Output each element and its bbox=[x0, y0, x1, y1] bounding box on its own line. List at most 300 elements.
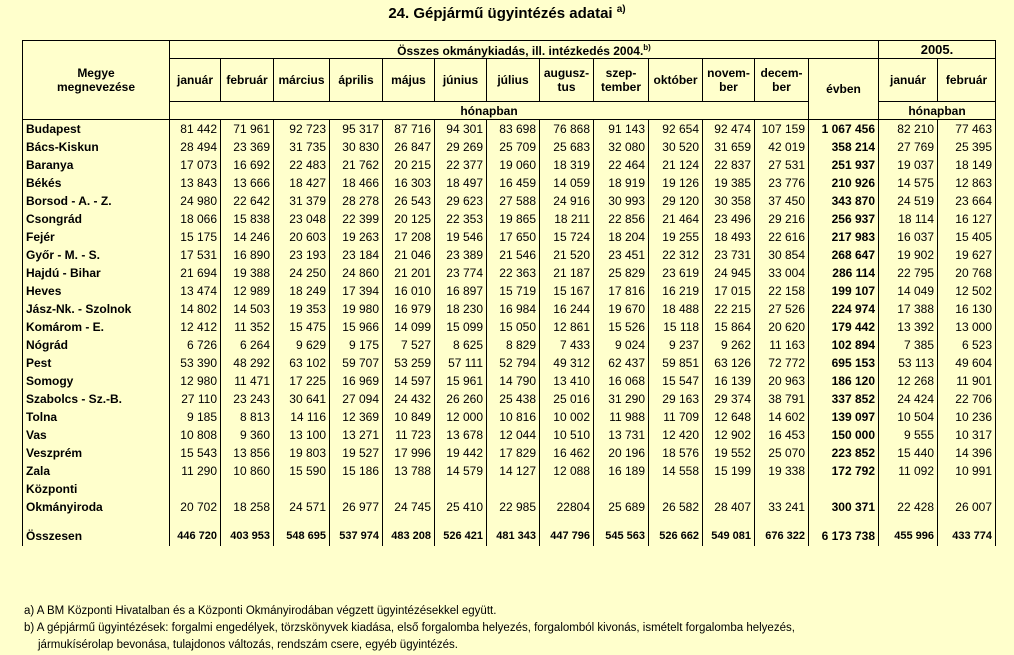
value-cell-2005: 15 405 bbox=[938, 228, 996, 246]
value-cell: 16 010 bbox=[383, 282, 435, 300]
value-cell: 23 451 bbox=[594, 246, 649, 264]
empty-cell bbox=[594, 516, 649, 526]
value-cell: 18 427 bbox=[274, 174, 330, 192]
value-cell: 29 374 bbox=[703, 390, 755, 408]
table-row bbox=[23, 390, 996, 408]
value-cell: 29 216 bbox=[755, 210, 809, 228]
value-cell: 6 726 bbox=[170, 336, 221, 354]
total-value-cell-2005: 433 774 bbox=[938, 526, 996, 546]
value-cell: 27 531 bbox=[755, 156, 809, 174]
value-cell: 17 650 bbox=[487, 228, 540, 246]
value-cell: 18 466 bbox=[330, 174, 383, 192]
value-cell: 15 199 bbox=[703, 462, 755, 480]
value-cell: 19 255 bbox=[649, 228, 703, 246]
value-cell: 14 246 bbox=[221, 228, 274, 246]
value-cell: 19 338 bbox=[755, 462, 809, 480]
empty-cell bbox=[879, 516, 938, 526]
value-cell: 18 488 bbox=[649, 300, 703, 318]
value-cell: 9 237 bbox=[649, 336, 703, 354]
empty-cell bbox=[879, 480, 938, 498]
total-label: Összesen bbox=[23, 526, 170, 546]
value-cell: 10 860 bbox=[221, 462, 274, 480]
month-header-2004: április bbox=[330, 59, 383, 102]
total-value-cell: 676 322 bbox=[755, 526, 809, 546]
table-row-central-label bbox=[23, 480, 996, 498]
county-name: Heves bbox=[23, 282, 170, 300]
year-total-cell: 199 107 bbox=[809, 282, 879, 300]
year-total-cell: 139 097 bbox=[809, 408, 879, 426]
value-cell: 53 390 bbox=[170, 354, 221, 372]
value-cell: 42 019 bbox=[755, 138, 809, 156]
value-cell: 16 453 bbox=[755, 426, 809, 444]
value-cell: 9 629 bbox=[274, 336, 330, 354]
value-cell: 22 483 bbox=[274, 156, 330, 174]
value-cell: 31 290 bbox=[594, 390, 649, 408]
value-cell: 17 015 bbox=[703, 282, 755, 300]
value-cell: 15 966 bbox=[330, 318, 383, 336]
year-total-cell: 1 067 456 bbox=[809, 120, 879, 139]
value-cell: 22 642 bbox=[221, 192, 274, 210]
value-cell: 20 125 bbox=[383, 210, 435, 228]
total-value-cell: 548 695 bbox=[274, 526, 330, 546]
value-cell: 23 731 bbox=[703, 246, 755, 264]
value-cell: 20 620 bbox=[755, 318, 809, 336]
value-cell-2005: 15 440 bbox=[879, 444, 938, 462]
value-cell: 25 410 bbox=[435, 498, 487, 516]
county-name: Jász-Nk. - Szolnok bbox=[23, 300, 170, 318]
total-value-cell: 545 563 bbox=[594, 526, 649, 546]
value-cell: 31 659 bbox=[703, 138, 755, 156]
month-header-2004: novem-ber bbox=[703, 59, 755, 102]
value-cell: 20 196 bbox=[594, 444, 649, 462]
value-cell: 23 369 bbox=[221, 138, 274, 156]
value-cell-2005: 14 575 bbox=[879, 174, 938, 192]
empty-cell bbox=[221, 516, 274, 526]
total-row bbox=[23, 526, 996, 546]
value-cell: 10 002 bbox=[540, 408, 594, 426]
footnote-a: a) A BM Központi Hivatalban és a Központi Okmányirodában végzett ügyintézésekkel együtt. bbox=[24, 605, 497, 617]
value-cell: 6 264 bbox=[221, 336, 274, 354]
value-cell-2005: 14 049 bbox=[879, 282, 938, 300]
value-cell: 33 241 bbox=[755, 498, 809, 516]
value-cell: 23 776 bbox=[755, 174, 809, 192]
value-cell: 30 854 bbox=[755, 246, 809, 264]
value-cell: 31 735 bbox=[274, 138, 330, 156]
value-cell: 19 980 bbox=[330, 300, 383, 318]
value-cell: 14 099 bbox=[383, 318, 435, 336]
year-total-cell: 172 792 bbox=[809, 462, 879, 480]
value-cell-2005: 82 210 bbox=[879, 120, 938, 139]
value-cell: 13 100 bbox=[274, 426, 330, 444]
value-cell-2005: 7 385 bbox=[879, 336, 938, 354]
value-cell: 19 388 bbox=[221, 264, 274, 282]
value-cell-2005: 22 428 bbox=[879, 498, 938, 516]
value-cell: 15 590 bbox=[274, 462, 330, 480]
value-cell: 11 352 bbox=[221, 318, 274, 336]
table-row bbox=[23, 246, 996, 264]
value-cell-2005: 19 037 bbox=[879, 156, 938, 174]
value-cell: 15 543 bbox=[170, 444, 221, 462]
year-total-cell: 179 442 bbox=[809, 318, 879, 336]
grand-total-cell: 6 173 738 bbox=[809, 526, 879, 546]
value-cell-2005: 22 795 bbox=[879, 264, 938, 282]
empty-cell bbox=[330, 516, 383, 526]
county-name: Bács-Kiskun bbox=[23, 138, 170, 156]
value-cell: 17 829 bbox=[487, 444, 540, 462]
value-cell: 29 120 bbox=[649, 192, 703, 210]
value-cell-2005: 27 769 bbox=[879, 138, 938, 156]
value-cell: 87 716 bbox=[383, 120, 435, 139]
value-cell: 12 989 bbox=[221, 282, 274, 300]
empty-cell bbox=[23, 516, 170, 526]
value-cell: 25 829 bbox=[594, 264, 649, 282]
value-cell: 25 438 bbox=[487, 390, 540, 408]
value-cell: 16 890 bbox=[221, 246, 274, 264]
value-cell-2005: 13 392 bbox=[879, 318, 938, 336]
county-name: Győr - M. - S. bbox=[23, 246, 170, 264]
year-total-cell: 256 937 bbox=[809, 210, 879, 228]
year-total-cell: 695 153 bbox=[809, 354, 879, 372]
value-cell-2005: 53 113 bbox=[879, 354, 938, 372]
value-cell: 14 116 bbox=[274, 408, 330, 426]
table-row bbox=[23, 318, 996, 336]
value-cell: 20 963 bbox=[755, 372, 809, 390]
value-cell: 17 394 bbox=[330, 282, 383, 300]
value-cell: 17 816 bbox=[594, 282, 649, 300]
empty-cell bbox=[383, 480, 435, 498]
value-cell: 19 353 bbox=[274, 300, 330, 318]
value-cell: 19 126 bbox=[649, 174, 703, 192]
group-header-2004: Összes okmánykiadás, ill. intézkedés 2004.$^{b)}$ bbox=[170, 41, 879, 59]
value-cell: 21 546 bbox=[487, 246, 540, 264]
value-cell: 15 050 bbox=[487, 318, 540, 336]
footnote-b: b) A gépjármű ügyintézések: forgalmi engedélyek, törzskönyvek kiadása, első forgalomba helyezés, forgalomból kivonás, ismételt forgalomba helyezés, bbox=[24, 622, 795, 634]
value-cell-2005: 22 706 bbox=[938, 390, 996, 408]
value-cell: 19 546 bbox=[435, 228, 487, 246]
total-value-cell: 447 796 bbox=[540, 526, 594, 546]
value-cell: 37 450 bbox=[755, 192, 809, 210]
value-cell: 23 193 bbox=[274, 246, 330, 264]
value-cell: 12 369 bbox=[330, 408, 383, 426]
value-cell: 13 271 bbox=[330, 426, 383, 444]
value-cell: 14 602 bbox=[755, 408, 809, 426]
empty-cell bbox=[594, 480, 649, 498]
value-cell: 23 774 bbox=[435, 264, 487, 282]
value-cell: 13 856 bbox=[221, 444, 274, 462]
empty-cell bbox=[649, 516, 703, 526]
value-cell: 21 762 bbox=[330, 156, 383, 174]
value-cell: 9 175 bbox=[330, 336, 383, 354]
value-cell-2005: 11 092 bbox=[879, 462, 938, 480]
value-cell: 11 163 bbox=[755, 336, 809, 354]
value-cell-2005: 11 901 bbox=[938, 372, 996, 390]
value-cell: 24 945 bbox=[703, 264, 755, 282]
value-cell: 12 420 bbox=[649, 426, 703, 444]
value-cell: 17 996 bbox=[383, 444, 435, 462]
table-row bbox=[23, 138, 996, 156]
value-cell: 19 060 bbox=[487, 156, 540, 174]
value-cell: 33 004 bbox=[755, 264, 809, 282]
value-cell: 24 860 bbox=[330, 264, 383, 282]
value-cell: 18 249 bbox=[274, 282, 330, 300]
sub-header-hónapban-2004: hónapban bbox=[170, 102, 809, 120]
total-value-cell: 446 720 bbox=[170, 526, 221, 546]
value-cell: 13 788 bbox=[383, 462, 435, 480]
value-cell: 63 126 bbox=[703, 354, 755, 372]
value-cell: 16 462 bbox=[540, 444, 594, 462]
value-cell-2005: 16 127 bbox=[938, 210, 996, 228]
value-cell: 19 803 bbox=[274, 444, 330, 462]
value-cell-2005: 25 395 bbox=[938, 138, 996, 156]
value-cell: 25 016 bbox=[540, 390, 594, 408]
value-cell: 22 363 bbox=[487, 264, 540, 282]
value-cell-2005: 19 627 bbox=[938, 246, 996, 264]
empty-cell bbox=[938, 516, 996, 526]
empty-cell bbox=[170, 516, 221, 526]
empty-cell bbox=[649, 480, 703, 498]
value-cell-2005: 17 388 bbox=[879, 300, 938, 318]
value-cell: 83 698 bbox=[487, 120, 540, 139]
value-cell: 12 902 bbox=[703, 426, 755, 444]
empty-cell bbox=[703, 480, 755, 498]
value-cell: 92 723 bbox=[274, 120, 330, 139]
empty-cell bbox=[938, 480, 996, 498]
value-cell: 16 189 bbox=[594, 462, 649, 480]
value-cell: 13 678 bbox=[435, 426, 487, 444]
value-cell: 12 648 bbox=[703, 408, 755, 426]
value-cell: 19 263 bbox=[330, 228, 383, 246]
value-cell-2005: 10 991 bbox=[938, 462, 996, 480]
value-cell-2005: 18 114 bbox=[879, 210, 938, 228]
value-cell: 18 493 bbox=[703, 228, 755, 246]
value-cell: 18 576 bbox=[649, 444, 703, 462]
value-cell: 59 707 bbox=[330, 354, 383, 372]
year-total-cell: 251 937 bbox=[809, 156, 879, 174]
county-name: Csongrád bbox=[23, 210, 170, 228]
value-cell: 8 829 bbox=[487, 336, 540, 354]
table-row bbox=[23, 174, 996, 192]
month-header-2004: február bbox=[221, 59, 274, 102]
value-cell-2005: 9 555 bbox=[879, 426, 938, 444]
table-row bbox=[23, 156, 996, 174]
table-row bbox=[23, 336, 996, 354]
value-cell: 9 262 bbox=[703, 336, 755, 354]
value-cell: 12 088 bbox=[540, 462, 594, 480]
value-cell: 15 186 bbox=[330, 462, 383, 480]
footnotes bbox=[24, 603, 795, 654]
value-cell: 29 623 bbox=[435, 192, 487, 210]
value-cell: 22 377 bbox=[435, 156, 487, 174]
empty-cell bbox=[487, 480, 540, 498]
value-cell: 18 497 bbox=[435, 174, 487, 192]
value-cell: 26 847 bbox=[383, 138, 435, 156]
value-cell: 21 520 bbox=[540, 246, 594, 264]
value-cell: 12 980 bbox=[170, 372, 221, 390]
value-cell: 24 745 bbox=[383, 498, 435, 516]
county-name: Vas bbox=[23, 426, 170, 444]
value-cell: 30 520 bbox=[649, 138, 703, 156]
value-cell-2005: 13 000 bbox=[938, 318, 996, 336]
year-total-cell: 186 120 bbox=[809, 372, 879, 390]
value-cell: 22 312 bbox=[649, 246, 703, 264]
value-cell: 71 961 bbox=[221, 120, 274, 139]
county-column-header: Megye megnevezése bbox=[23, 41, 170, 120]
value-cell: 23 389 bbox=[435, 246, 487, 264]
value-cell: 22 399 bbox=[330, 210, 383, 228]
value-cell: 10 816 bbox=[487, 408, 540, 426]
value-cell: 12 000 bbox=[435, 408, 487, 426]
value-cell: 11 471 bbox=[221, 372, 274, 390]
month-header-2004: május bbox=[383, 59, 435, 102]
value-cell-2005: 16 130 bbox=[938, 300, 996, 318]
table-row-central bbox=[23, 498, 996, 516]
total-value-cell: 403 953 bbox=[221, 526, 274, 546]
value-cell: 21 046 bbox=[383, 246, 435, 264]
value-cell-2005: 24 424 bbox=[879, 390, 938, 408]
value-cell: 18 230 bbox=[435, 300, 487, 318]
value-cell-2005: 12 268 bbox=[879, 372, 938, 390]
value-cell: 16 984 bbox=[487, 300, 540, 318]
county-name: Fejér bbox=[23, 228, 170, 246]
value-cell: 19 442 bbox=[435, 444, 487, 462]
table-title: 24. Gépjármű ügyintézés adatai $^{a)}$ bbox=[388, 4, 626, 22]
total-value-cell: 481 343 bbox=[487, 526, 540, 546]
empty-cell bbox=[170, 480, 221, 498]
central-name-1: Központi bbox=[23, 480, 170, 498]
value-cell: 59 851 bbox=[649, 354, 703, 372]
table-row bbox=[23, 408, 996, 426]
value-cell: 23 619 bbox=[649, 264, 703, 282]
value-cell: 22 353 bbox=[435, 210, 487, 228]
month-header-2004: augusz-tus bbox=[540, 59, 594, 102]
value-cell: 16 139 bbox=[703, 372, 755, 390]
value-cell: 57 111 bbox=[435, 354, 487, 372]
county-name: Pest bbox=[23, 354, 170, 372]
value-cell: 11 709 bbox=[649, 408, 703, 426]
empty-cell bbox=[540, 516, 594, 526]
value-cell: 25 683 bbox=[540, 138, 594, 156]
value-cell: 63 102 bbox=[274, 354, 330, 372]
value-cell: 17 225 bbox=[274, 372, 330, 390]
value-cell: 14 127 bbox=[487, 462, 540, 480]
value-cell: 92 654 bbox=[649, 120, 703, 139]
county-name: Szabolcs - Sz.-B. bbox=[23, 390, 170, 408]
value-cell: 27 094 bbox=[330, 390, 383, 408]
month-header-2004: március bbox=[274, 59, 330, 102]
value-cell: 15 724 bbox=[540, 228, 594, 246]
value-cell: 91 143 bbox=[594, 120, 649, 139]
value-cell: 22804 bbox=[540, 498, 594, 516]
sub-header-hónapban-2005: hónapban bbox=[879, 102, 996, 120]
value-cell: 52 794 bbox=[487, 354, 540, 372]
value-cell: 30 641 bbox=[274, 390, 330, 408]
empty-cell bbox=[435, 516, 487, 526]
year-total-cell: 217 983 bbox=[809, 228, 879, 246]
value-cell-2005: 6 523 bbox=[938, 336, 996, 354]
value-cell: 14 558 bbox=[649, 462, 703, 480]
value-cell: 8 625 bbox=[435, 336, 487, 354]
value-cell-2005: 14 396 bbox=[938, 444, 996, 462]
value-cell: 7 527 bbox=[383, 336, 435, 354]
value-cell-2005: 77 463 bbox=[938, 120, 996, 139]
year-total-cell: 337 852 bbox=[809, 390, 879, 408]
empty-cell bbox=[435, 480, 487, 498]
table-row bbox=[23, 192, 996, 210]
value-cell: 22 985 bbox=[487, 498, 540, 516]
county-name: Somogy bbox=[23, 372, 170, 390]
value-cell: 23 048 bbox=[274, 210, 330, 228]
value-cell: 8 813 bbox=[221, 408, 274, 426]
value-cell: 22 837 bbox=[703, 156, 755, 174]
value-cell: 10 849 bbox=[383, 408, 435, 426]
month-header-2004: június bbox=[435, 59, 487, 102]
value-cell: 13 731 bbox=[594, 426, 649, 444]
value-cell: 81 442 bbox=[170, 120, 221, 139]
value-cell: 27 526 bbox=[755, 300, 809, 318]
total-value-cell: 526 662 bbox=[649, 526, 703, 546]
empty-cell bbox=[274, 480, 330, 498]
value-cell-2005: 20 768 bbox=[938, 264, 996, 282]
value-cell: 20 702 bbox=[170, 498, 221, 516]
value-cell: 21 694 bbox=[170, 264, 221, 282]
empty-cell bbox=[383, 516, 435, 526]
empty-cell bbox=[540, 480, 594, 498]
month-header-2004: július bbox=[487, 59, 540, 102]
year-total-cell: 286 114 bbox=[809, 264, 879, 282]
value-cell: 18 211 bbox=[540, 210, 594, 228]
value-cell: 19 670 bbox=[594, 300, 649, 318]
value-cell: 25 689 bbox=[594, 498, 649, 516]
value-cell: 14 503 bbox=[221, 300, 274, 318]
value-cell: 31 379 bbox=[274, 192, 330, 210]
value-cell: 24 432 bbox=[383, 390, 435, 408]
total-value-cell: 549 081 bbox=[703, 526, 755, 546]
value-cell: 23 184 bbox=[330, 246, 383, 264]
value-cell: 22 464 bbox=[594, 156, 649, 174]
month-header-2004: szep-tember bbox=[594, 59, 649, 102]
county-name: Zala bbox=[23, 462, 170, 480]
value-cell-2005: 26 007 bbox=[938, 498, 996, 516]
value-cell: 28 494 bbox=[170, 138, 221, 156]
value-cell: 18 258 bbox=[221, 498, 274, 516]
empty-cell bbox=[703, 516, 755, 526]
value-cell: 21 187 bbox=[540, 264, 594, 282]
year-total-cell: 224 974 bbox=[809, 300, 879, 318]
value-cell: 26 543 bbox=[383, 192, 435, 210]
value-cell: 29 163 bbox=[649, 390, 703, 408]
value-cell: 13 410 bbox=[540, 372, 594, 390]
value-cell: 15 961 bbox=[435, 372, 487, 390]
value-cell: 11 290 bbox=[170, 462, 221, 480]
value-cell: 21 201 bbox=[383, 264, 435, 282]
value-cell: 22 215 bbox=[703, 300, 755, 318]
value-cell: 26 582 bbox=[649, 498, 703, 516]
value-cell-2005: 12 502 bbox=[938, 282, 996, 300]
value-cell-2005: 23 664 bbox=[938, 192, 996, 210]
value-cell: 9 185 bbox=[170, 408, 221, 426]
value-cell-2005: 24 519 bbox=[879, 192, 938, 210]
value-cell: 19 385 bbox=[703, 174, 755, 192]
table-row bbox=[23, 210, 996, 228]
value-cell: 76 868 bbox=[540, 120, 594, 139]
table-row bbox=[23, 264, 996, 282]
value-cell: 94 301 bbox=[435, 120, 487, 139]
table-row bbox=[23, 354, 996, 372]
county-name: Nógrád bbox=[23, 336, 170, 354]
empty-cell bbox=[274, 516, 330, 526]
year-total-header: évben bbox=[809, 59, 879, 120]
value-cell: 9 024 bbox=[594, 336, 649, 354]
